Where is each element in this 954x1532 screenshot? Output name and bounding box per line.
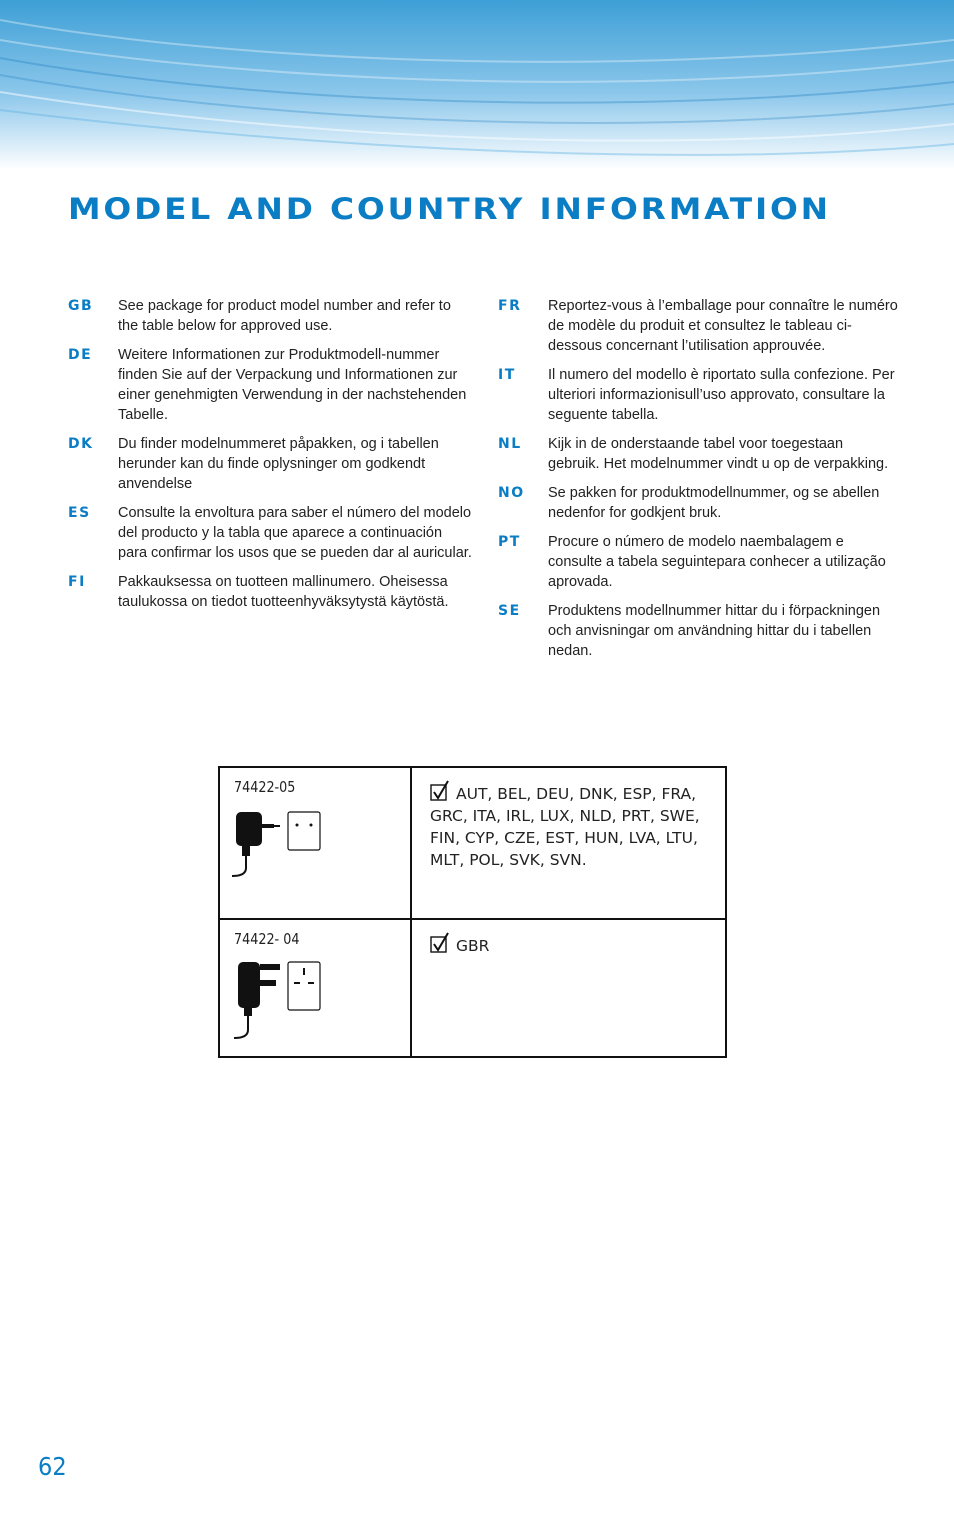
- language-text: Se pakken for produktmodellnummer, og se abellen nedenfor for godkjent bruk.: [548, 485, 880, 521]
- model-country-table: [218, 766, 727, 1058]
- checkbox-checked-icon: [430, 780, 450, 802]
- model-number: 74422- 04: [234, 930, 300, 948]
- language-code: PT: [498, 534, 521, 550]
- language-entry-nl: [498, 434, 898, 474]
- language-code: FR: [498, 298, 522, 314]
- model-cell: [219, 767, 411, 919]
- europlug-adapter-icon: [230, 806, 330, 878]
- language-entry-de: [68, 345, 473, 425]
- language-text: Il numero del modello è riportato sulla confezione. Per ulteriori informazionisull’uso approvato, consultare la seguente tabella.: [548, 367, 895, 423]
- uk-plug-adapter-icon: [230, 958, 330, 1042]
- language-text: Procure o número de modelo naembalagem e consulte a tabela seguintepara conhecer a utilização aprovada.: [548, 534, 886, 590]
- language-entry-dk: [68, 434, 473, 494]
- language-column-right: [498, 296, 898, 670]
- language-entry-it: [498, 365, 898, 425]
- language-entry-gb: [68, 296, 473, 336]
- page-number: 62: [38, 1452, 67, 1481]
- language-entry-pt: [498, 532, 898, 592]
- language-entry-se: [498, 601, 898, 661]
- language-entry-fi: [68, 572, 473, 612]
- language-code: NL: [498, 436, 522, 452]
- language-code: FI: [68, 574, 86, 590]
- countries-cell: [411, 767, 726, 919]
- table-row: [219, 767, 726, 919]
- language-text: Consulte la envoltura para saber el número del modelo del producto y la tabla que aparece a continuación para confirmar los usos que se pueden dar al auricular.: [118, 505, 472, 561]
- model-cell: [219, 919, 411, 1057]
- approved-countries: AUT, BEL, DEU, DNK, ESP, FRA, GRC, ITA, IRL, LUX, NLD, PRT, SWE, FIN, CYP, CZE, EST, HUN, LVA, LTU, MLT, POL, SVK, SVN.: [430, 785, 700, 869]
- header-wave-banner: [0, 0, 954, 170]
- language-code: DE: [68, 347, 93, 363]
- language-column-left: [68, 296, 473, 621]
- language-text: Pakkauksessa on tuotteen mallinumero. Oheisessa taulukossa on tiedot tuotteenhyväksytystä käytöstä.: [118, 574, 449, 610]
- language-text: Du finder modelnummeret påpakken, og i tabellen herunder kan du finde oplysninger om godkendt anvendelse: [118, 436, 439, 492]
- checkbox-checked-icon: [430, 932, 450, 954]
- language-text: Produktens modellnummer hittar du i förpackningen och anvisningar om användning hittar du i tabellen nedan.: [548, 603, 881, 659]
- countries-cell: [411, 919, 726, 1057]
- language-code: ES: [68, 505, 91, 521]
- language-text: Reportez-vous à l’emballage pour connaître le numéro de modèle du produit et consultez le tableau ci-dessous concernant l’utilisation approuvée.: [548, 298, 898, 354]
- language-entry-fr: [498, 296, 898, 356]
- language-code: NO: [498, 485, 525, 501]
- language-entry-no: [498, 483, 898, 523]
- language-entry-es: [68, 503, 473, 563]
- language-code: SE: [498, 603, 521, 619]
- table-row: [219, 919, 726, 1057]
- language-code: DK: [68, 436, 94, 452]
- language-code: IT: [498, 367, 516, 383]
- approved-countries: GBR: [456, 937, 490, 955]
- language-text: Kijk in de onderstaande tabel voor toegestaan gebruik. Het modelnummer vindt u op de verpakking.: [548, 436, 889, 472]
- language-text: See package for product model number and refer to the table below for approved use.: [118, 298, 451, 334]
- model-number: 74422-05: [234, 778, 296, 796]
- language-text: Weitere Informationen zur Produktmodell-nummer finden Sie auf der Verpackung und Informationen zur einer genehmigten Verwendung in der nachstehenden Tabelle.: [118, 347, 467, 423]
- language-code: GB: [68, 298, 94, 314]
- page-title: MODEL AND COUNTRY INFORMATION: [68, 192, 831, 226]
